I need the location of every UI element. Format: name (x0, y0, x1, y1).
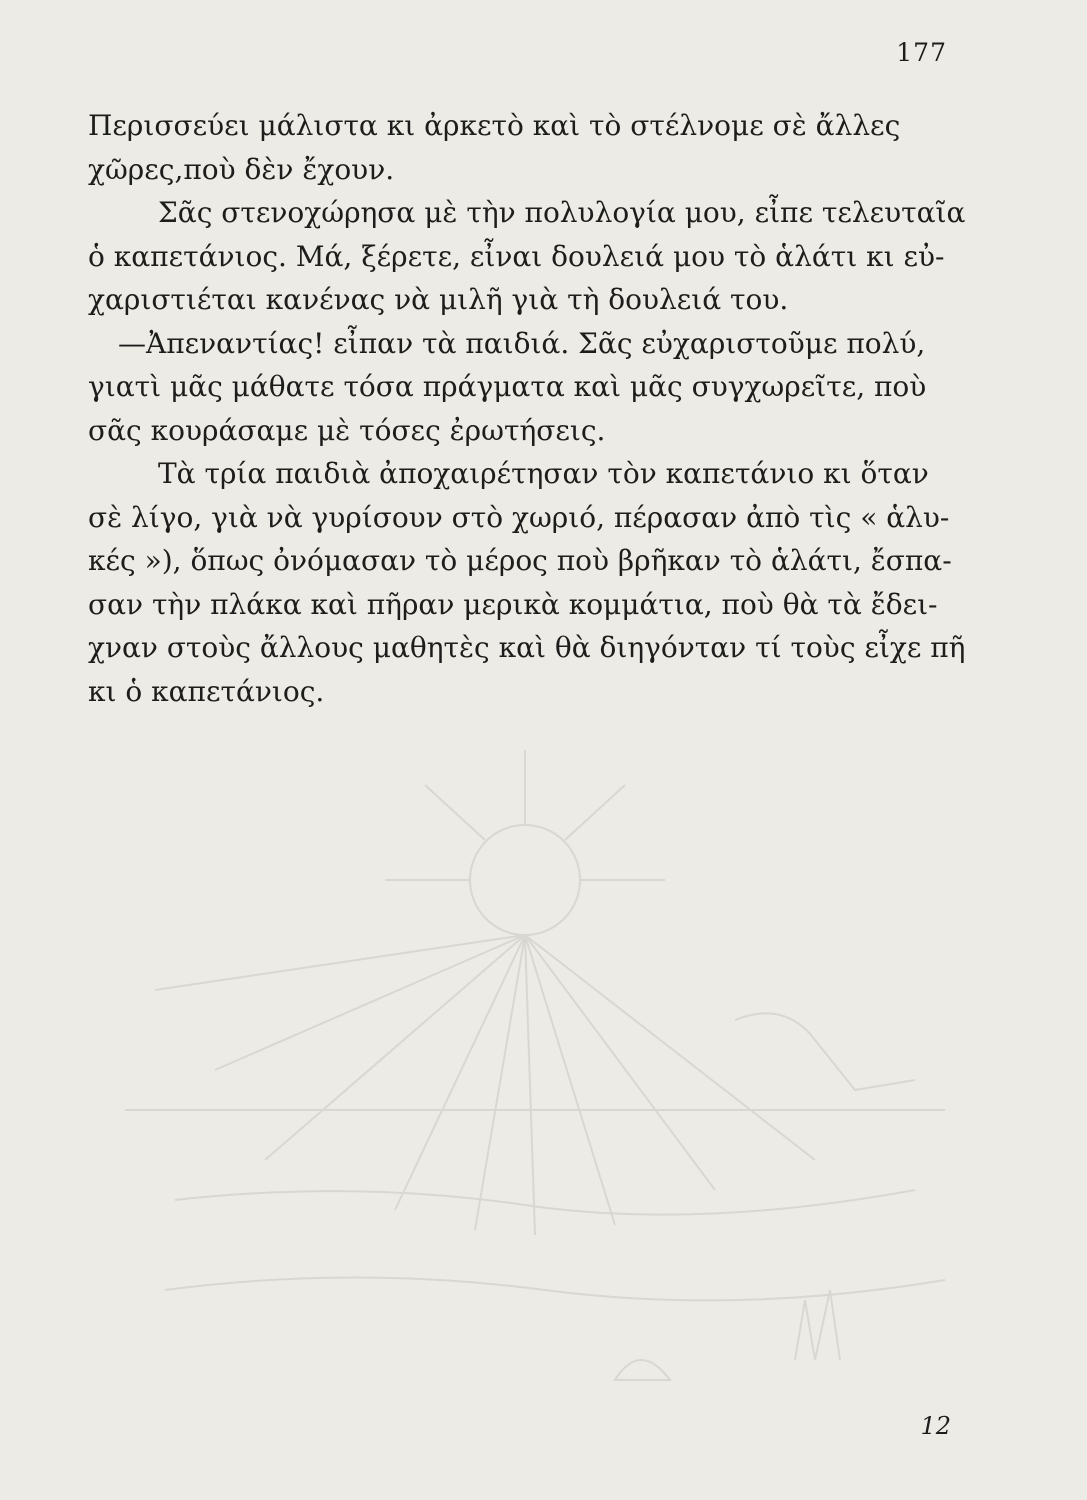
sun-upper-rays-icon (385, 750, 665, 880)
text-line: κές »), ὅπως ὀνόμασαν τὸ μέρος ποὺ βρῆκαν τὸ ἁλάτι, ἔσπα- (88, 544, 952, 577)
text-line: Σᾶς στενοχώρησα μὲ τὴν πολυλογία μου, εἶπε τελευταῖα (158, 196, 966, 229)
text-line: ὁ καπετάνιος. Μά, ξέρετε, εἶναι δουλειά μου τὸ ἁλάτι κι εὐ- (88, 239, 945, 273)
shell-icon (615, 1360, 670, 1380)
text-line: Περισσεύει μάλιστα κι ἀρκετὸ καὶ τὸ στέλνομε σὲ ἄλλες (88, 109, 901, 142)
sun-rays-icon (155, 935, 815, 1235)
text-line: χῶρες,ποὺ δὲν ἔχουν. (88, 152, 395, 186)
text-line: σαν τὴν πλάκα καὶ πῆραν μερικὰ κομμάτια, ποὺ θὰ τὰ ἔδει- (88, 587, 938, 621)
text-line: χναν στοὺς ἄλλους μαθητὲς καὶ θὰ διηγόνταν τί τοὺς εἶχε πῆ (88, 631, 966, 664)
text-line: γιατὶ μᾶς μάθατε τόσα πράγματα καὶ μᾶς συγχωρεῖτε, ποὺ (88, 370, 927, 403)
text-line: κι ὁ καπετάνιος. (88, 674, 325, 708)
body-text (88, 104, 966, 713)
text-line: σὲ λίγο, γιὰ νὰ γυρίσουν στὸ χωριό, πέρασαν ἀπὸ τὶς « ἁλυ- (88, 500, 950, 534)
sun-icon (470, 825, 580, 935)
grass-icon (795, 1290, 840, 1360)
page-number: 177 (896, 38, 947, 67)
sun-sea-illustration (95, 690, 995, 1440)
text-line: σᾶς κουράσαμε μὲ τόσες ἐρωτήσεις. (88, 413, 606, 447)
text-line: χαριστιέται κανένας νὰ μιλῆ γιὰ τὴ δουλειά του. (88, 283, 789, 316)
signature-mark: 12 (920, 1412, 951, 1440)
wave-line-icon (175, 1190, 915, 1215)
text-line: Τὰ τρία παιδιὰ ἀποχαιρέτησαν τὸν καπετάνιο κι ὅταν (158, 457, 929, 490)
text-line: —Ἀπεναντίας! εἶπαν τὰ παιδιά. Σᾶς εὐχαριστοῦμε πολύ, (118, 326, 926, 360)
plant-icon (735, 1013, 915, 1090)
